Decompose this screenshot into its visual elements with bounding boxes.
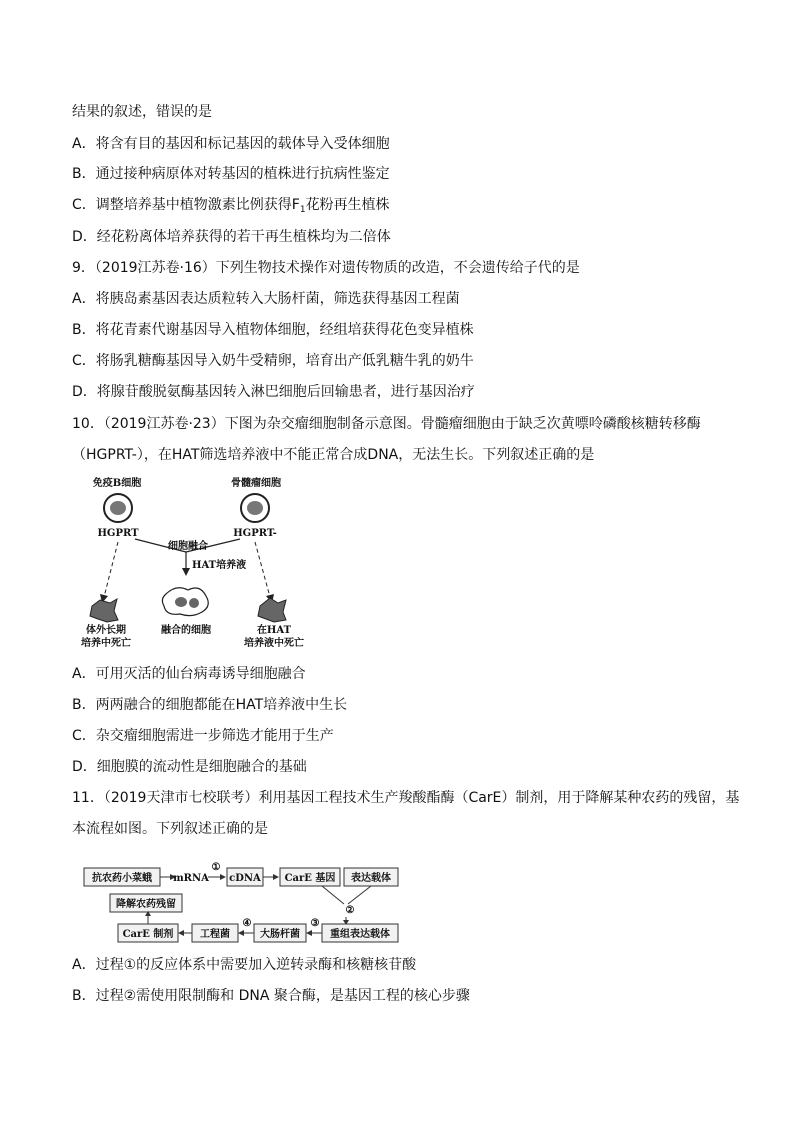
dead-cell-icon: [90, 599, 118, 622]
hgprt-right: HGPRT-: [233, 528, 277, 539]
option-a: A．将含有目的基因和标记基因的载体导入受体细胞: [72, 136, 390, 152]
question-11-cont: 本流程如图。下列叙述正确的是: [72, 821, 268, 837]
left-death-label-1: 体外长期: [86, 625, 126, 636]
option-d: D．经花粉离体培养获得的若干再生植株均为二倍体: [72, 229, 391, 245]
mrna-label: mRNA: [173, 873, 209, 884]
option-d: D．将腺苷酸脱氨酶基因转入淋巴细胞后回输患者，进行基因治疗: [72, 384, 475, 400]
question-10: 10．（2019江苏卷·23）下图为杂交瘤细胞制备示意图。骨髓瘤细胞由于缺乏次黄嘌呤磷酸核糖转移酶: [72, 416, 701, 432]
option-b: B．将花青素代谢基因导入植物体细胞，经组培获得花色变异植株: [72, 322, 474, 338]
option-a: A．将胰岛素基因表达质粒转入大肠杆菌，筛选获得基因工程菌: [72, 291, 460, 307]
step-2: ②: [345, 905, 355, 916]
myeloma-nucleus-icon: [247, 501, 263, 515]
question-10-cont: （HGPRT-），在HAT筛选培养液中不能正常合成DNA，无法生长。下列叙述正确的是: [72, 447, 595, 463]
eng-bac-box: 工程菌: [200, 929, 230, 940]
hgprt-left: HGPRT: [97, 528, 139, 539]
question-9: 9．（2019江苏卷·16）下列生物技术操作对遗传物质的改造，不会遗传给子代的是: [72, 260, 580, 276]
option-d: D．细胞膜的流动性是细胞融合的基础: [72, 759, 307, 775]
hybridoma-diagram: [80, 472, 340, 652]
option-c-text-end: 花粉再生植株: [305, 197, 390, 213]
right-death-label-2: 培养液中死亡: [244, 638, 304, 649]
step-3: ③: [310, 918, 320, 929]
hat-label: HAT培养液: [192, 560, 247, 571]
recomb-box: 重组表达载体: [330, 929, 390, 940]
option-c: [72, 195, 390, 220]
degrade-box: 降解农药残留: [116, 899, 176, 910]
left-death-label-2: 培养中死亡: [81, 638, 131, 649]
text-line: 结果的叙述，错误的是: [72, 104, 212, 120]
cdna-box: cDNA: [229, 873, 261, 884]
b-cell-label: 免疫B细胞: [92, 478, 142, 489]
ecoli-box: 大肠杆菌: [260, 929, 300, 940]
subscript: 1: [299, 205, 306, 215]
b-cell-nucleus-icon: [110, 501, 126, 515]
flow-diagram: [82, 862, 402, 948]
option-a: A．过程①的反应体系中需要加入逆转录酶和核糖核苷酸: [72, 957, 417, 973]
fused-label: 融合的细胞: [161, 625, 211, 636]
step-4: ④: [242, 918, 252, 929]
option-b: B．通过接种病原体对转基因的植株进行抗病性鉴定: [72, 166, 390, 182]
myeloma-label: 骨髓瘤细胞: [231, 478, 281, 489]
right-death-label-1: 在HAT: [256, 625, 292, 636]
option-a: A．可用灭活的仙台病毒诱导细胞融合: [72, 666, 306, 682]
mouse-box: 抗农药小菜蛾: [92, 873, 152, 884]
care-gene-box: CarE 基因: [284, 873, 336, 884]
step-1: ①: [211, 862, 221, 873]
fusion-label: 细胞融合: [168, 541, 208, 552]
vector-box: 表达载体: [351, 873, 391, 884]
option-c: C．将肠乳糖酶基因导入奶牛受精卵，培育出产低乳糖牛乳的奶牛: [72, 353, 474, 369]
question-11: 11．（2019天津市七校联考）利用基因工程技术生产羧酸酯酶（CarE）制剂，用于降解某种农药的残留，基: [72, 790, 740, 806]
care-prep-box: CarE 制剂: [122, 929, 174, 940]
option-c: C．杂交瘤细胞需进一步筛选才能用于生产: [72, 728, 334, 744]
option-b: B．两两融合的细胞都能在HAT培养液中生长: [72, 697, 348, 713]
option-c-text: C．调整培养基中植物激素比例获得F: [72, 197, 300, 213]
dead-cell-icon: [258, 598, 286, 622]
option-b: B．过程②需使用限制酶和 DNA 聚合酶，是基因工程的核心步骤: [72, 988, 470, 1004]
